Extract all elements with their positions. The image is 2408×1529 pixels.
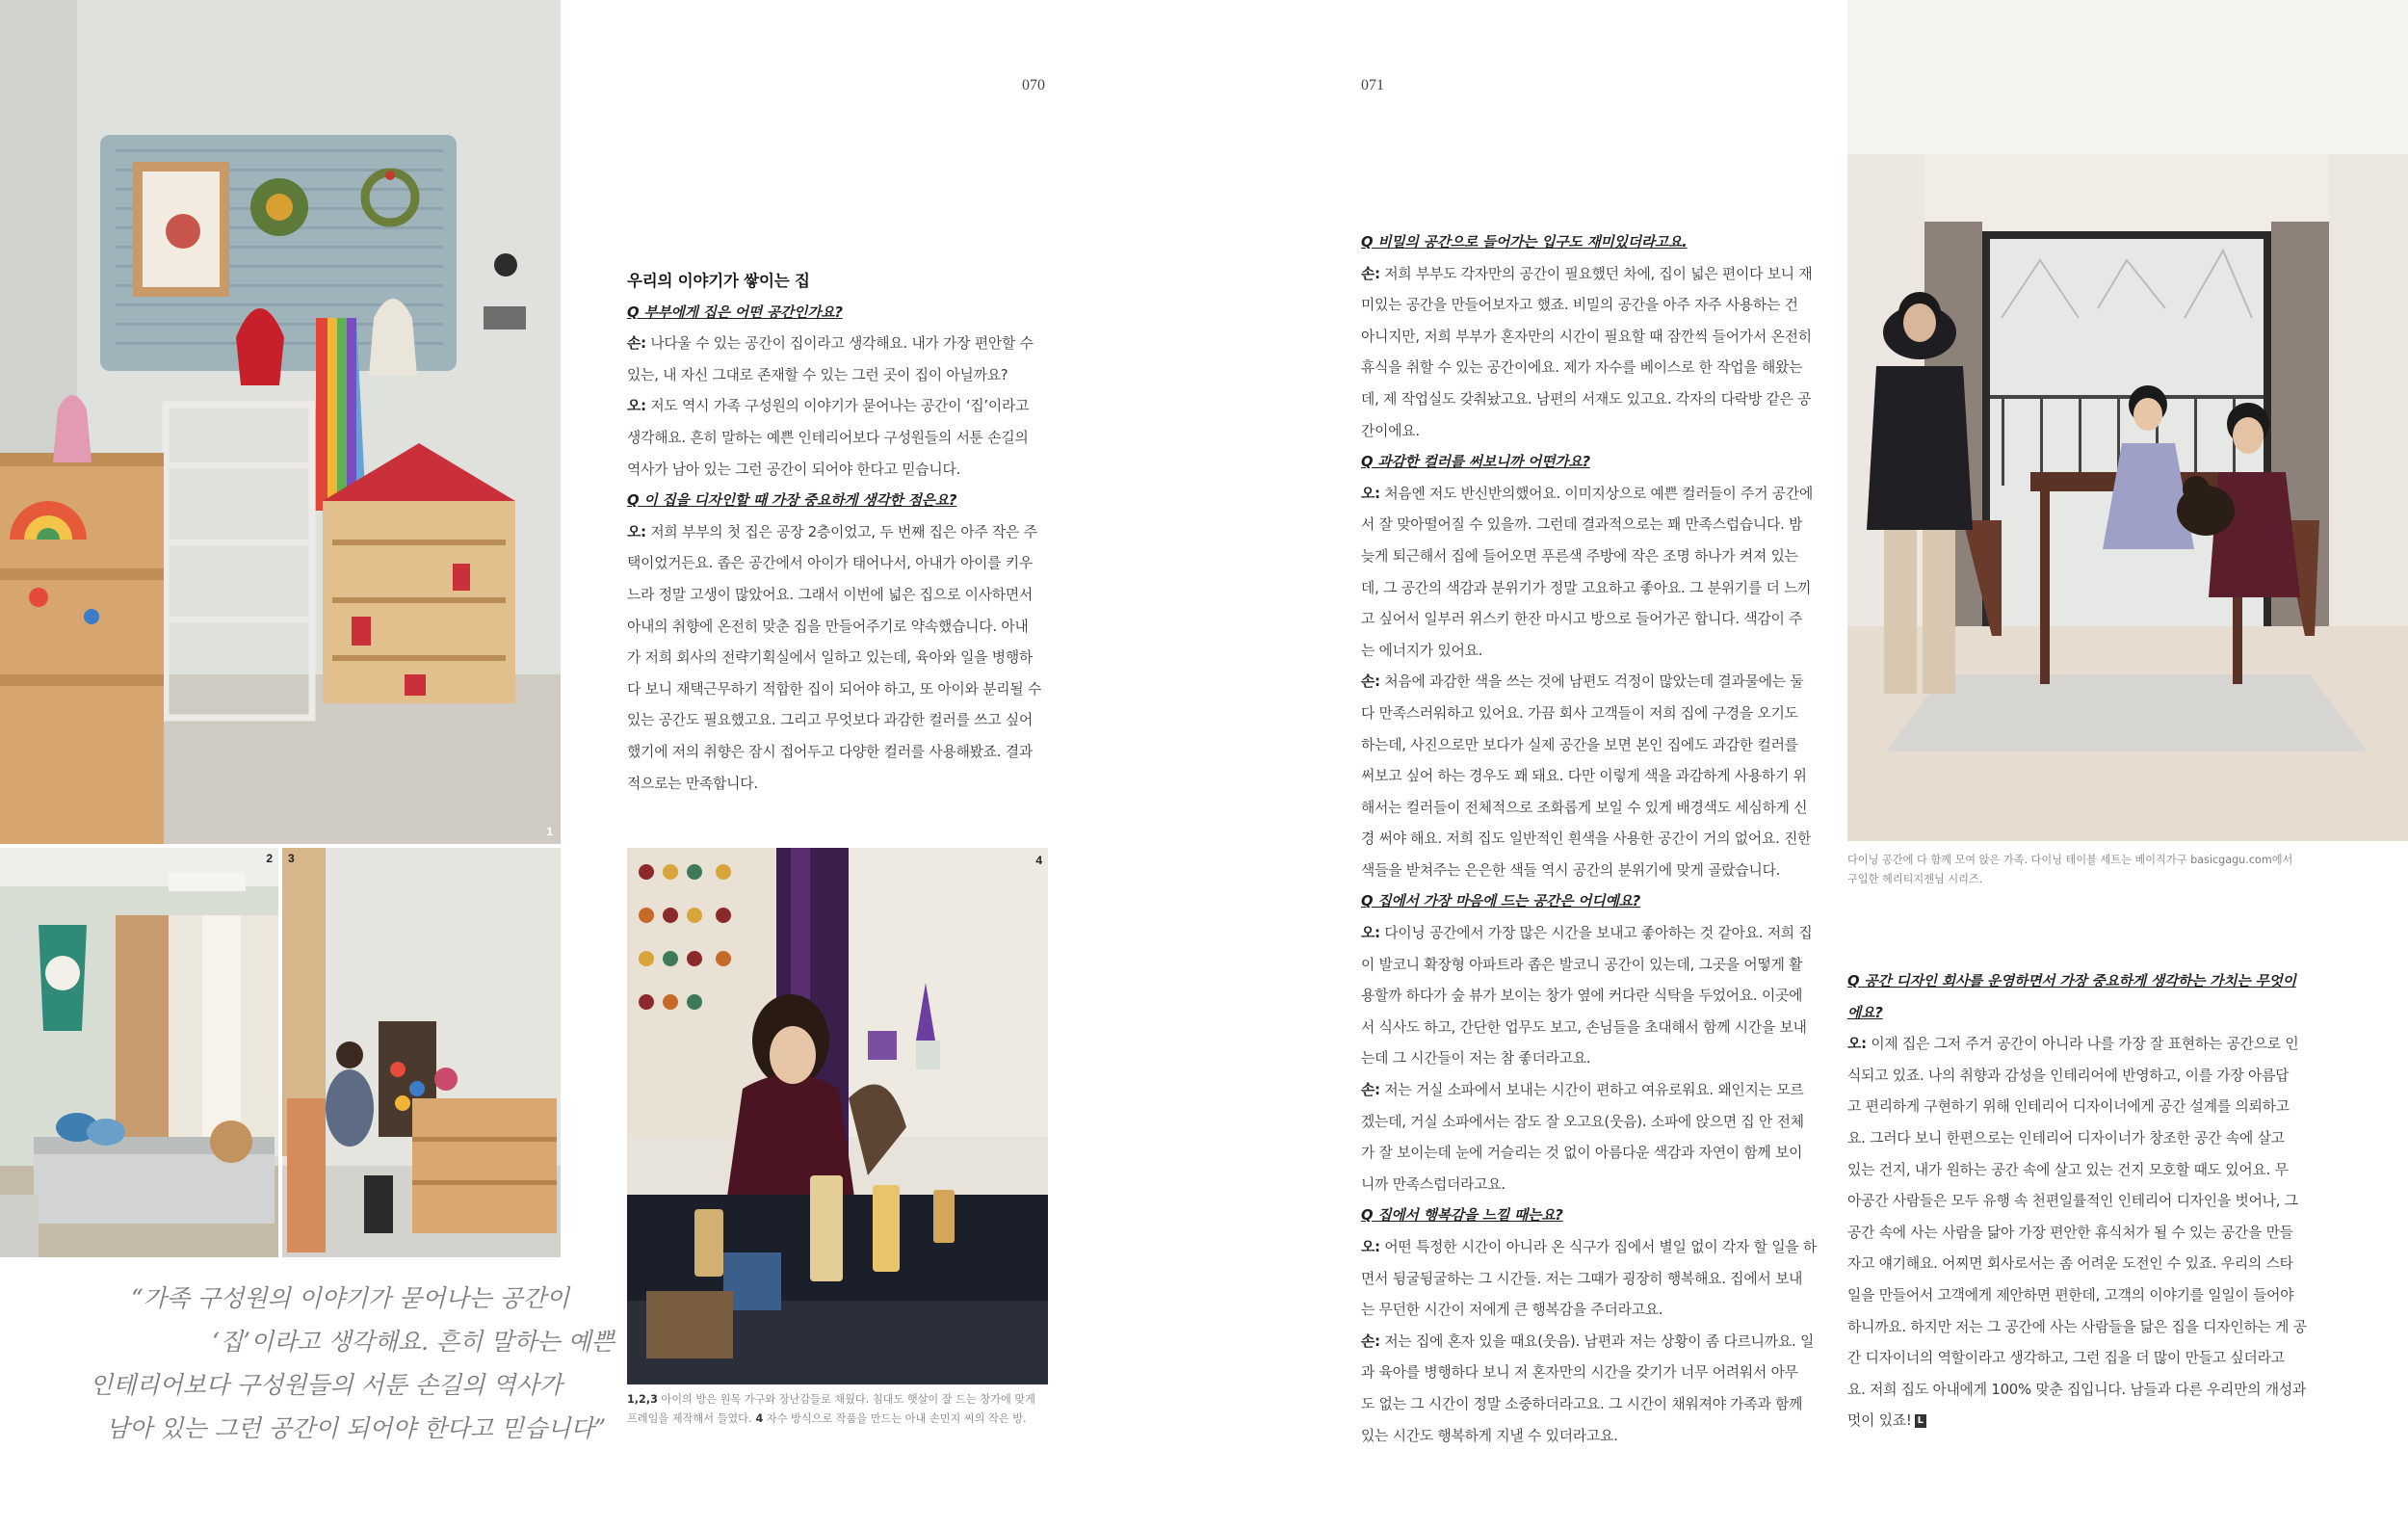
answer-line	[1361, 1232, 1819, 1264]
answer-text: 역사가 남아 있는 그런 공간이 되어야 한다고 믿습니다.	[627, 461, 961, 478]
answer-line	[1361, 1264, 1819, 1296]
answer-text: 가 저희 회사의 전략기획실에서 일하고 있는데, 육아와 일을 병행하	[627, 649, 1034, 667]
caption-text: 프레임을 제작해서 들였다.	[627, 1412, 752, 1425]
answer-line	[1361, 918, 1819, 950]
answer-text: 느라 정말 고생이 많았어요. 그래서 이번에 넓은 집으로 이사하면서	[627, 586, 1034, 603]
caption-text: 자수 방식으로 작품을 만드는 아내 손민지 씨의 작은 방.	[763, 1412, 1027, 1425]
photo-kids-room	[0, 0, 561, 844]
speaker-label: 오:	[1361, 1239, 1380, 1255]
answer-line	[1361, 510, 1819, 541]
answer-line	[1361, 667, 1819, 699]
answer-line	[1847, 1218, 2310, 1250]
answer-line	[1361, 730, 1819, 762]
answer-line	[1361, 856, 1819, 887]
answer-text: 하니까요. 하지만 저는 그 공간에 사는 사람들을 닮은 집을 디자인하는 게 공	[1847, 1318, 2307, 1335]
answer-text: 이제 집은 그저 주거 공간이 아니라 나를 가장 잘 표현하는 공간으로 인	[1871, 1036, 2299, 1053]
answer-line	[1847, 1123, 2310, 1155]
answer-line	[627, 612, 1051, 644]
answer-text: 저희 부부도 각자만의 공간이 필요했던 차에, 집이 넓은 편이다 보니 재	[1384, 265, 1813, 282]
answer-text: 어떤 특정한 시간이 아니라 온 식구가 집에서 별일 없이 각자 할 일을 하	[1384, 1239, 1817, 1255]
answer-line	[1847, 1375, 2310, 1407]
answer-line	[1361, 541, 1819, 573]
answer-text: 는 에너지가 있어요.	[1361, 642, 1483, 659]
speaker-label: 오:	[1847, 1036, 1867, 1053]
answer-text: 아내의 취향에 온전히 맞춘 집을 만들어주기로 약속했습니다. 아내	[627, 618, 1029, 635]
speaker-label: 손:	[1361, 673, 1380, 691]
answer-line	[1361, 259, 1819, 291]
question: Q 이 집을 디자인할 때 가장 중요하게 생각한 점은요?	[627, 492, 957, 510]
speaker-label: 오:	[627, 398, 646, 415]
answer-text: 간이에요.	[1361, 422, 1420, 439]
answer-line	[627, 391, 1051, 423]
answer-line	[627, 769, 1051, 801]
answer-text: 가 잘 보이는데 눈에 거슬리는 것 없이 아름다운 색감과 자연이 함께 보이	[1361, 1145, 1803, 1162]
answer-text: 택이었거든요. 좁은 공간에서 아이가 태어나서, 아내가 아이를 키우	[627, 555, 1034, 572]
answer-line	[627, 455, 1051, 487]
answer-line	[627, 580, 1051, 612]
answer-line	[627, 643, 1051, 674]
answer-text: 처음에 과감한 색을 쓰는 것에 남편도 걱정이 많았는데 결과물에는 둘	[1384, 673, 1804, 691]
answer-text: 있는 건지, 내가 원하는 공간 속에 살고 있는 건지 모호할 때도 있어요. 무	[1847, 1161, 2289, 1178]
caption-text: 다이닝 공간에 다 함께 모여 앉은 가족. 다이닝 테이블 세트는 베이직가구 basicgagu.com에서	[1847, 854, 2293, 866]
answer-line	[1361, 1138, 1819, 1170]
speaker-label: 오:	[1361, 925, 1380, 942]
answer-text: 공간 속에 사는 사람을 닮아 가장 편안한 휴식처가 될 수 있는 공간을 만들	[1847, 1224, 2293, 1241]
photo-playroom	[282, 848, 561, 1257]
answer-line	[1361, 981, 1819, 1013]
answer-text: 생각해요. 흔히 말하는 예쁜 인테리어보다 구성원들의 서툰 손길의	[627, 429, 1029, 446]
answer-text: 니까 만족스럽더라고요.	[1361, 1175, 1505, 1193]
answer-line	[1361, 1421, 1819, 1453]
answer-line	[1847, 1280, 2310, 1312]
pull-quote-line: “가족 구성원의 이야기가 묻어나는 공간이	[131, 1284, 570, 1312]
answer-line	[1361, 793, 1819, 825]
speaker-label: 손:	[1361, 1082, 1380, 1099]
answer-line	[1847, 1249, 2310, 1280]
answer-text: 아니지만, 저희 부부가 혼자만의 시간이 필요할 때 잠깐씩 들어가서 온전히	[1361, 328, 1812, 345]
answer-text: 해서는 컬러들이 전체적으로 조화롭게 보일 수 있게 배경색도 세심하게 신	[1361, 799, 1808, 816]
caption-text: 아이의 방은 원목 가구와 장난감들로 채웠다. 침대도 햇살이 잘 드는 창가에 맞게	[657, 1393, 1035, 1406]
answer-text: 요. 그러다 보니 한편으로는 인테리어 디자이너가 창조한 공간 속에 살고	[1847, 1129, 2285, 1147]
answer-line	[627, 329, 1051, 360]
answer-text: 는데 그 시간들이 저는 참 좋더라고요.	[1361, 1050, 1591, 1068]
answer-text: 써보고 싶어 하는 경우도 꽤 돼요. 다만 이렇게 색을 과감하게 사용하기 위	[1361, 768, 1807, 785]
answer-line	[1847, 1343, 2310, 1375]
answer-text: 일을 만들어서 고객에게 제안하면 편한데, 고객의 이야기를 일일이 들어야	[1847, 1286, 2294, 1304]
caption-number: 1,2,3	[627, 1393, 658, 1406]
answer-text: 나다울 수 있는 공간이 집이라고 생각해요. 내가 가장 편안할 수	[650, 335, 1034, 353]
answer-line	[1847, 1061, 2310, 1093]
answer-text: 데, 그 공간의 색감과 분위기가 정말 고요하고 좋아요. 그 분위기를 더 느끼	[1361, 579, 1812, 596]
answer-text: 다 보니 재택근무하기 적합한 집이 되어야 하고, 또 아이와 분리될 수	[627, 680, 1042, 698]
answer-line	[1361, 384, 1819, 416]
page-number-right: 071	[1361, 77, 1384, 93]
question: Q 공간 디자인 회사를 운영하면서 가장 중요하게 생각하는 가치는 무엇이	[1847, 973, 2296, 989]
answer-line	[1847, 1155, 2310, 1187]
question: Q 과감한 컬러를 써보니까 어떤가요?	[1361, 454, 1590, 471]
answer-text: 이 발코니 확장형 아파트라 좁은 발코니 공간이 있는데, 그곳을 어떻게 활	[1361, 956, 1803, 973]
speaker-label: 손:	[627, 335, 646, 353]
answer-line	[1361, 1295, 1819, 1327]
answer-line	[1361, 699, 1819, 730]
answer-line	[1361, 322, 1819, 354]
answer-text: 고 편리하게 구현하기 위해 인테리어 디자이너에게 공간 설계를 의뢰하고	[1847, 1098, 2290, 1116]
answer-text: 고 싶어서 일부러 위스키 한잔 마시고 방으로 들어가곤 합니다. 색감이 주	[1361, 611, 1803, 628]
speaker-label: 손:	[1361, 1332, 1380, 1350]
answer-line	[627, 674, 1051, 706]
answer-text: 색들을 받쳐주는 은은한 색들 역시 공간의 분위기에 맞게 골랐습니다.	[1361, 861, 1781, 879]
answer-text: 과 육아를 병행하다 보니 저 혼자만의 시간을 갖기가 너무 어려워서 아무	[1361, 1364, 1798, 1382]
answer-line	[1361, 416, 1819, 448]
answer-text: 저도 역시 가족 구성원의 이야기가 묻어나는 공간이 ‘집’이라고	[650, 398, 1030, 415]
answer-text: 데, 제 작업실도 갖춰놨고요. 남편의 서재도 있고요. 각자의 다락방 같은 공	[1361, 390, 1812, 408]
end-mark: L	[1915, 1414, 1926, 1428]
answer-text: 미있는 공간을 만들어보자고 했죠. 비밀의 공간을 아주 자주 사용하는 건	[1361, 297, 1798, 314]
answer-text: 저희 부부의 첫 집은 공장 2층이었고, 두 번째 집은 아주 작은 주	[650, 523, 1037, 540]
answer-line	[627, 360, 1051, 392]
answer-line	[1361, 1075, 1819, 1107]
answer-text: 면서 뒹굴뒹굴하는 그 시간들. 저는 그때가 굉장히 행복해요. 집에서 보내	[1361, 1270, 1803, 1287]
answer-line	[627, 423, 1051, 455]
photo-number: 2	[266, 852, 273, 865]
photo-number: 1	[546, 825, 553, 838]
answer-text: 처음엔 저도 반신반의했어요. 이미지상으로 예쁜 컬러들이 주거 공간에	[1384, 485, 1814, 502]
question: Q 집에서 가장 마음에 드는 공간은 어디예요?	[1361, 893, 1641, 910]
answer-text: 는 무던한 시간이 저에게 큰 행복감을 주더라고요.	[1361, 1302, 1663, 1319]
answer-text: 용할까 하다가 숲 뷰가 보이는 창가 옆에 커다란 식탁을 두었어요. 이곳에	[1361, 988, 1803, 1005]
speaker-label: 오:	[627, 523, 646, 540]
pull-quote-line: ‘집’이라고 생각해요. 흔히 말하는 예쁜	[212, 1328, 615, 1356]
answer-text: 저는 거실 소파에서 보내는 시간이 편하고 여유로워요. 왜인지는 모르	[1384, 1082, 1804, 1099]
photo-family-dining	[1847, 0, 2408, 841]
answer-text: 다 만족스러워하고 있어요. 가끔 회사 고객들이 저희 집에 구경을 오기도	[1361, 704, 1798, 722]
answer-text: 했기에 저의 취향은 잠시 접어두고 다양한 컬러를 사용해봤죠. 결과	[627, 743, 1034, 760]
answer-line	[1361, 1358, 1819, 1389]
answer-text: 있는, 내 자신 그대로 존재할 수 있는 그런 곳이 집이 아닐까요?	[627, 366, 1008, 383]
answer-text: 요. 저희 집도 아내에게 100% 맞춘 집입니다. 남들과 다른 우리만의 개성과	[1847, 1381, 2307, 1398]
answer-text: 경 써야 해요. 저희 집도 일반적인 흰색을 사용한 공간이 거의 없어요. 진한	[1361, 830, 1812, 848]
answer-line	[627, 548, 1051, 580]
answer-text: 간 디자이너의 역할이라고 생각하고, 그런 집을 더 많이 만들고 싶더라고	[1847, 1350, 2285, 1367]
article-column-1	[627, 266, 1051, 800]
question: 에요?	[1847, 1004, 1883, 1021]
answer-line	[1361, 1170, 1819, 1201]
answer-text: 겠는데, 거실 소파에서는 잠도 잘 오고요(웃음). 소파에 앉으면 집 안 전체	[1361, 1113, 1804, 1130]
photo-number: 3	[288, 852, 295, 865]
photo-number: 4	[1035, 854, 1042, 867]
answer-line	[1361, 353, 1819, 384]
question: Q 비밀의 공간으로 들어가는 입구도 재미있더라고요.	[1361, 234, 1688, 250]
answer-text: 저는 집에 혼자 있을 때요(웃음). 남편과 저는 상황이 좀 다르니까요. 일	[1384, 1332, 1815, 1350]
answer-text: 늦게 퇴근해서 집에 들어오면 푸른색 주방에 작은 조명 하나가 켜져 있는	[1361, 547, 1798, 565]
answer-line	[627, 737, 1051, 769]
answer-line	[1361, 636, 1819, 668]
article-title: 우리의 이야기가 쌓이는 집	[627, 272, 810, 290]
answer-text: 식되고 있죠. 나의 취향과 감성을 인테리어에 반영하고, 이를 가장 아름답	[1847, 1067, 2290, 1084]
caption-number: 4	[751, 1412, 764, 1425]
left-caption	[627, 1390, 1051, 1429]
speaker-label: 오:	[1361, 485, 1380, 502]
speaker-label: 손:	[1361, 265, 1380, 282]
question: Q 부부에게 집은 어떤 공간인가요?	[627, 303, 843, 321]
answer-text: 도 없는 그 시간이 정말 소중하더라고요. 그 시간이 채워져야 가족과 함께	[1361, 1395, 1803, 1412]
caption-text: 구입한 헤리티지젠님 시리즈.	[1847, 873, 1983, 885]
article-column-3	[1847, 966, 2310, 1437]
answer-line	[1847, 1186, 2310, 1218]
answer-text: 휴식을 취할 수 있는 공간이에요. 제가 자수를 베이스로 한 작업을 해왔는	[1361, 359, 1803, 377]
answer-line	[1847, 1312, 2310, 1344]
pull-quote	[65, 1277, 615, 1450]
answer-line	[1361, 479, 1819, 511]
pull-quote-line: 남아 있는 그런 공간이 되어야 한다고 믿습니다”	[106, 1414, 607, 1442]
answer-line	[1847, 1029, 2310, 1061]
answer-line	[1361, 1107, 1819, 1139]
answer-line	[1361, 1389, 1819, 1421]
answer-text: 있는 공간도 필요했고요. 그리고 무엇보다 과감한 컬러를 쓰고 싶어	[627, 712, 1034, 729]
photo-bedroom	[0, 848, 278, 1257]
answer-text: 서 식사도 하고, 간단한 업무도 보고, 손님들을 초대해서 함께 시간을 보내	[1361, 1018, 1807, 1036]
right-caption	[1847, 851, 2387, 889]
answer-line	[1847, 1092, 2310, 1123]
answer-line	[1361, 950, 1819, 982]
answer-line	[1361, 604, 1819, 636]
answer-text: 자고 얘기해요. 어찌면 회사로서는 좀 어려운 도전인 수 있죠. 우리의 스타	[1847, 1255, 2293, 1273]
answer-line	[1361, 1043, 1819, 1075]
answer-line	[1361, 1327, 1819, 1358]
answer-text: 다이닝 공간에서 가장 많은 시간을 보내고 좋아하는 것 같아요. 저희 집	[1384, 925, 1813, 942]
photo-workshop	[627, 848, 1048, 1384]
pull-quote-line: 인테리어보다 구성원들의 서툰 손길의 역사가	[90, 1371, 563, 1399]
answer-text: 서 잘 맞아떨어질 수 있을까. 그런데 결과적으로는 꽤 만족스럽습니다. 밤	[1361, 516, 1803, 534]
answer-text: 있는 시간도 행복하게 지낼 수 있더라고요.	[1361, 1427, 1618, 1444]
answer-line	[627, 517, 1051, 549]
answer-line	[1361, 290, 1819, 322]
page-number-left: 070	[1022, 77, 1045, 93]
answer-text: 하는데, 사진으로만 보다가 실제 공간을 보면 본인 집에도 과감한 컬러를	[1361, 736, 1798, 753]
question: Q 집에서 행복감을 느낄 때는요?	[1361, 1207, 1563, 1225]
answer-line	[1361, 1013, 1819, 1044]
answer-line	[627, 705, 1051, 737]
article-column-2	[1361, 227, 1819, 1452]
answer-text: 적으로는 만족합니다.	[627, 775, 758, 792]
answer-line	[1361, 573, 1819, 605]
answer-text: 아공간 사람들은 모두 유행 속 천편일률적인 인테리어 디자인을 벗어나, 그	[1847, 1193, 2298, 1210]
answer-text: 멋이 있죠!	[1847, 1412, 1912, 1430]
answer-line	[1361, 824, 1819, 856]
answer-line	[1361, 761, 1819, 793]
answer-line	[1847, 1406, 2310, 1437]
